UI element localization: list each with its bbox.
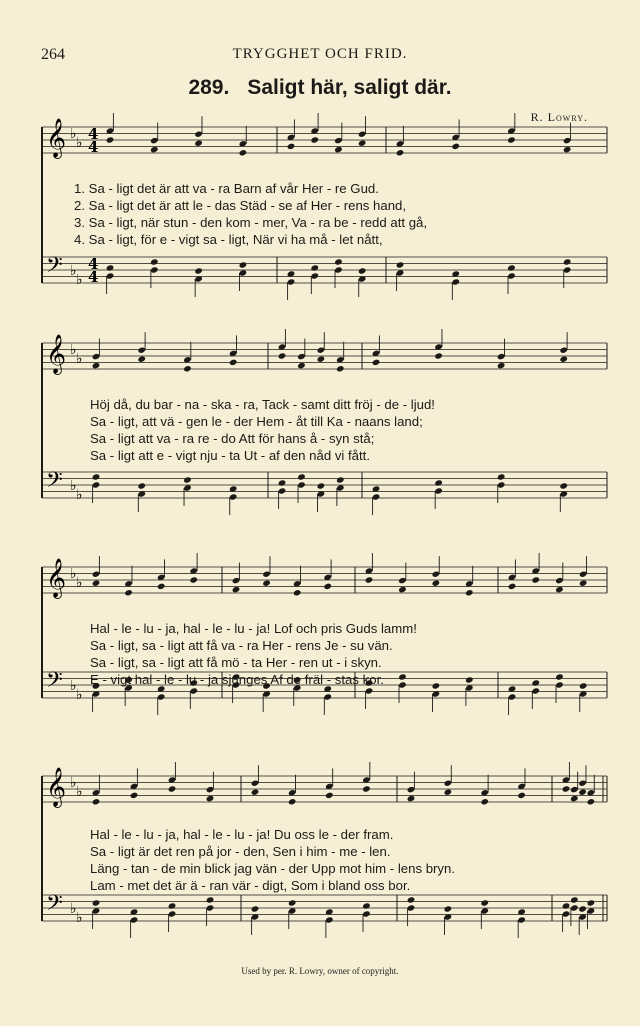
note-head [372,359,381,366]
note-head [579,682,588,689]
bass-clef-icon: 𝄢 [46,253,63,283]
note-head [398,586,407,593]
note-head [206,896,215,903]
note-head [407,795,416,802]
note-head [578,789,587,796]
note-head [310,264,319,271]
note-head [293,589,302,596]
note-head [168,902,177,909]
lyric-line: Läng - tan - de min blick jag vän - der Upp mot him - lens bryn. [90,861,456,876]
note-head [262,580,271,587]
note-head [562,902,571,909]
note-head [334,146,343,153]
note-head [106,264,115,271]
note-head [570,795,579,802]
note-head [194,267,203,274]
note-head [92,899,101,906]
note-head [92,473,101,480]
treble-clef-icon: 𝄞 [46,118,67,158]
key-signature-flat-icon: ♭ [70,478,77,494]
lyric-line: Hal - le - lu - ja, hal - le - lu - ja! Du oss le - der fram. [90,827,394,842]
note-head [137,356,146,363]
note-head [124,589,133,596]
note-head [137,482,146,489]
note-head [555,586,564,593]
copyright-footer: Used by per. R. Lowry, owner of copyright. [241,966,399,976]
note-head [323,583,332,590]
treble-clef-icon: 𝄞 [46,767,67,807]
lyric-line: 4. Sa - ligt, för e - vigt sa - ligt, När vi ha må - let nått, [74,232,383,247]
note-head [358,267,367,274]
note-head [194,140,203,147]
note-head [317,482,326,489]
time-signature: 4 [88,268,99,286]
note-head [106,136,115,143]
note-head [92,362,101,369]
running-head: TRYGGHET OCH FRID. [232,46,408,62]
lyric-line: 1. Sa - ligt det är att va - ra Barn af vår Her - re Gud. [74,181,379,196]
note-head [362,785,371,792]
note-head [336,365,345,372]
key-signature-flat-icon: ♭ [70,901,77,917]
lyric-line: Sa - ligt att e - vigt nju - ta Ut - af den nåd vi fått. [90,448,370,463]
note-head [310,136,319,143]
time-signature: 4 [88,125,99,143]
note-head [563,146,572,153]
note-head [358,140,367,147]
key-signature-flat-icon: ♭ [76,351,83,367]
note-head [334,258,343,265]
note-head [317,356,326,363]
key-signature-flat-icon: ♭ [70,566,77,582]
note-head [444,789,453,796]
note-head [517,792,526,799]
note-head [465,589,474,596]
note-head [232,586,241,593]
note-head [559,482,568,489]
lyric-line: Sa - ligt, sa - ligt att få va - ra Her - rens Je - su vän. [90,638,393,653]
time-signature: 4 [88,255,99,273]
note-head [239,261,248,268]
note-head [92,798,101,805]
note-head [396,261,405,268]
treble-clef-icon: 𝄞 [46,558,67,598]
note-head [578,905,587,912]
treble-clef-icon: 𝄞 [46,334,67,374]
note-head [239,149,248,156]
lyric-line: Sa - ligt, att vä - gen le - der Hem - åt till Ka - naans land; [90,414,423,429]
note-head [559,356,568,363]
note-head [288,899,297,906]
key-signature-flat-icon: ♭ [70,126,77,142]
note-head [278,479,287,486]
note-head [407,896,416,903]
key-signature-flat-icon: ♭ [76,910,83,926]
note-head [579,580,588,587]
page-number: 264 [41,46,65,63]
note-head [251,905,260,912]
key-signature-flat-icon: ♭ [76,487,83,503]
note-head [507,264,516,271]
note-head [251,789,260,796]
key-signature-flat-icon: ♭ [70,775,77,791]
note-head [432,580,441,587]
note-head [365,576,374,583]
note-head [278,352,287,359]
note-head [183,476,192,483]
key-signature-flat-icon: ♭ [76,135,83,151]
note-head [150,146,159,153]
note-head [168,785,177,792]
bass-clef-icon: 𝄢 [46,468,63,498]
note-head [444,905,453,912]
key-signature-flat-icon: ♭ [70,678,77,694]
note-head [480,798,489,805]
note-head [189,576,198,583]
note-head [325,792,334,799]
note-head [183,365,192,372]
lyric-line: Hal - le - lu - ja, hal - le - lu - ja! Lof och pris Guds lamm! [90,621,417,636]
lyric-line: Sa - ligt är det ren på jor - den, Sen i him - me - len. [90,844,391,859]
note-head [531,576,540,583]
note-head [229,359,238,366]
note-head [297,473,306,480]
key-signature-flat-icon: ♭ [76,784,83,800]
key-signature-flat-icon: ♭ [70,263,77,279]
note-head [396,149,405,156]
note-head [287,143,296,150]
note-head [362,902,371,909]
note-head [497,473,506,480]
key-signature-flat-icon: ♭ [70,342,77,358]
note-head [497,362,506,369]
note-head [150,258,159,265]
bass-clef-icon: 𝄢 [46,668,63,698]
note-head [288,798,297,805]
hymn-number: 289. [188,76,230,99]
note-head [434,352,443,359]
key-signature-flat-icon: ♭ [76,687,83,703]
note-head [570,896,579,903]
note-head [508,583,517,590]
lyric-line: 3. Sa - ligt, när stun - den kom - mer, Va - ra be - redd att gå, [74,215,428,230]
note-head [562,785,571,792]
note-head [336,476,345,483]
lyric-line: Sa - ligt att va - ra re - do Att för hans å - syn stå; [90,431,375,446]
hymn-title-text: Saligt här, saligt där. [247,76,452,99]
note-head [206,795,215,802]
note-head [480,899,489,906]
lyric-line: Lam - met det är ä - ran vär - digt, Som i bland oss bor. [90,878,411,893]
note-head [587,899,596,906]
note-head [563,258,572,265]
time-signature: 4 [88,138,99,156]
note-head [587,798,596,805]
composer: R. Lowry. [530,110,588,124]
note-head [130,792,139,799]
lyric-line: Höj då, du bar - na - ska - ra, Tack - samt ditt fröj - de - ljud! [90,397,435,412]
note-head [157,583,166,590]
note-head [451,143,460,150]
key-signature-flat-icon: ♭ [76,272,83,288]
lyric-line: 2. Sa - ligt det är att le - das Städ - se af Her - rens hand, [74,198,407,213]
note-head [92,580,101,587]
lyric-line: Sa - ligt, sa - ligt att få mö - ta Her - ren ut - i skyn. [90,655,382,670]
key-signature-flat-icon: ♭ [76,575,83,591]
bass-clef-icon: 𝄢 [46,891,63,921]
lyric-line: E - vigt hal - le - lu - ja sjunges Af de fräl - stas kor. [90,672,384,687]
note-head [297,362,306,369]
note-head [507,136,516,143]
note-head [434,479,443,486]
